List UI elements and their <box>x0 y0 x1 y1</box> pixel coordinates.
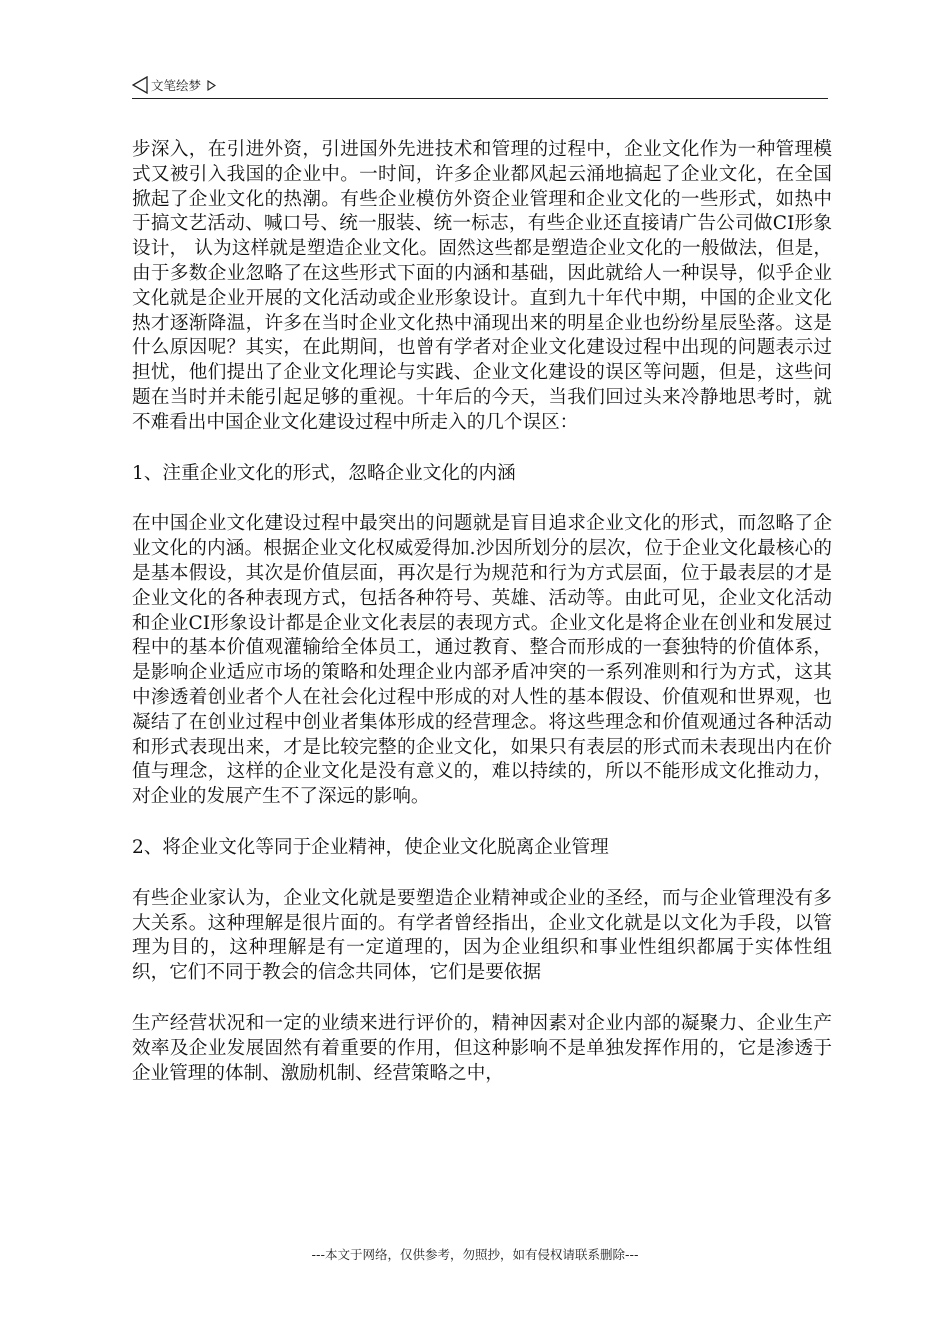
paragraph: 步深入，在引进外资，引进国外先进技术和管理的过程中，企业文化作为一种管理模式又被引入我国的企业中。一时间，许多企业都风起云涌地搞起了企业文化，在全国掀起了企业文化的热潮。有些企业模仿外资企业管理和企业文化的一些形式，如热中于搞文艺活动、喊口号、统一服装、统一标志，有些企业还直接请广告公司做CI形象设计， 认为这样就是塑造企业文化。固然这些都是塑造企业文化的一般做法，但是，由于多数企业忽略了在这些形式下面的内涵和基础，因此就给人一种误导，似乎企业文化就是企业开展的文化活动或企业形象设计。直到九十年代中期，中国的企业文化热才逐渐降温，许多在当时企业文化热中涌现出来的明星企业也纷纷星辰坠落。这是什么原因呢？其实，在此期间，也曾有学者对企业文化建设过程中出现的问题表示过担忧，他们提出了企业文化理论与实践、企业文化建设的误区等问题，但是，这些问题在当时并未能引起足够的重视。十年后的今天，当我们回过头来冷静地思考时，就不难看出中国企业文化建设过程中所走入的几个误区： <box>132 139 832 433</box>
page-header <box>132 74 828 99</box>
section-heading: 2、将企业文化等同于企业精神，使企业文化脱离企业管理 <box>132 836 609 858</box>
section-heading: 1、注重企业文化的形式，忽略企业文化的内涵 <box>132 462 516 484</box>
footer-disclaimer: ---本文于网络，仅供参考，勿照抄，如有侵权请联系删除--- <box>311 1247 639 1262</box>
triangle-left-icon <box>132 76 148 94</box>
document-body <box>132 138 832 1086</box>
logo <box>132 76 216 94</box>
paragraph: 在中国企业文化建设过程中最突出的问题就是盲目追求企业文化的形式，而忽略了企业文化的内涵。根据企业文化权威爱得加.沙因所划分的层次，位于企业文化最核心的是基本假设，其次是价值层面，再次是行为规范和行为方式层面，位于最表层的才是企业文化的各种表现方式，包括各种符号、英雄、活动等。由此可见，企业文化活动和企业CI形象设计都是企业文化表层的表现方式。企业文化是将企业在创业和发展过程中的基本价值观灌输给全体员工，通过教育、整合而形成的一套独特的价值体系，是影响企业适应市场的策略和处理企业内部矛盾冲突的一系列准则和行为方式，这其中渗透着创业者个人在社会化过程中形成的对人性的基本假设、价值观和世界观，也凝结了在创业过程中创业者集体形成的经营理念。将这些理念和价值观通过各种活动和形式表现出来，才是比较完整的企业文化，如果只有表层的形式而未表现出内在价值与理念，这样的企业文化是没有意义的，难以持续的，所以不能形成文化推动力，对企业的发展产生不了深远的影响。 <box>132 513 832 808</box>
paragraph: 生产经营状况和一定的业绩来进行评价的，精神因素对企业内部的凝聚力、企业生产效率及企业发展固然有着重要的作用，但这种影响不是单独发挥作用的，它是渗透于企业管理的体制、激励机制、经营策略之中， <box>132 1012 832 1084</box>
logo-text: 文笔绘梦 <box>151 78 202 93</box>
triangle-right-icon <box>207 80 216 91</box>
paragraph: 有些企业家认为，企业文化就是要塑造企业精神或企业的圣经，而与企业管理没有多大关系。这种理解是很片面的。有学者曾经指出，企业文化就是以文化为手段，以管理为目的，这种理解是有一定道理的，因为企业组织和事业性组织都属于实体性组织，它们不同于教会的信念共同体，它们是要依据 <box>132 887 832 984</box>
